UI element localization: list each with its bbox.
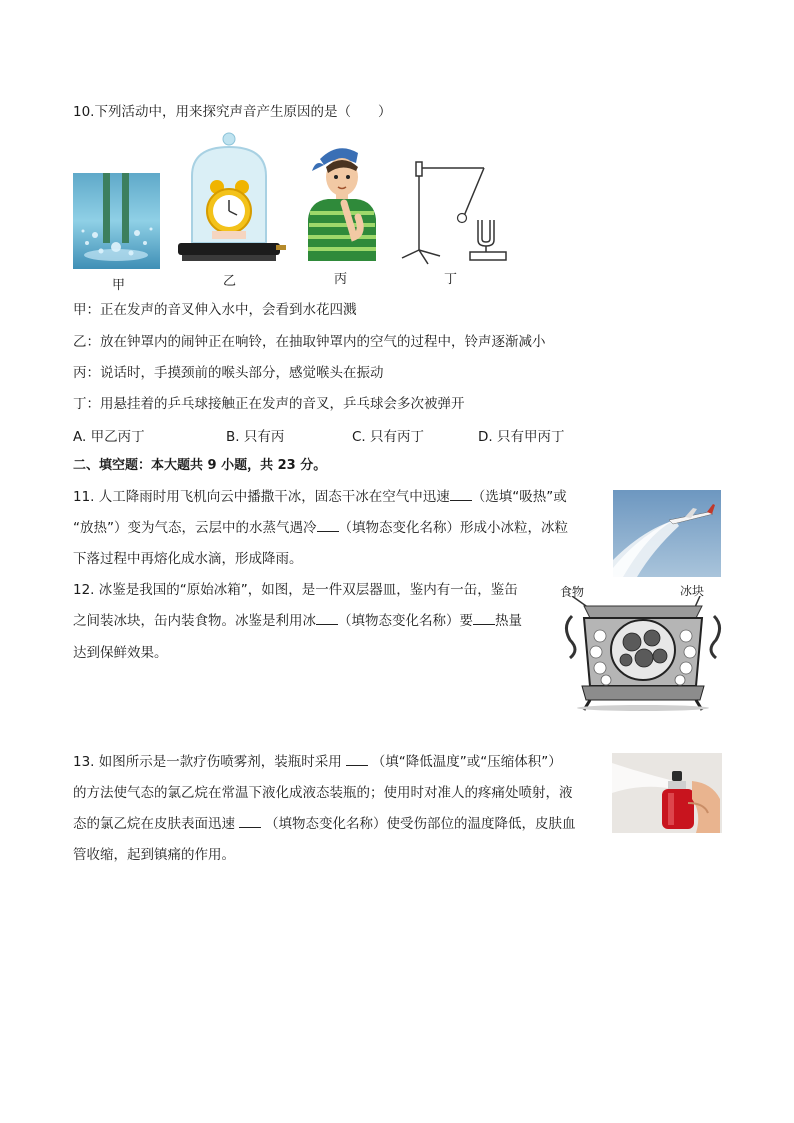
figure-ding-ping-pong-ball-tuning-fork: [398, 156, 510, 266]
figure-q11-airplane-spraying: [613, 490, 721, 577]
figure-bing-boy-touching-throat: [298, 141, 386, 263]
q12-line-3: 达到保鲜效果。: [73, 645, 168, 661]
q10-desc-jia: 甲：正在发声的音叉伸入水中，会看到水花四溅: [73, 302, 357, 318]
caption-ding: 丁: [444, 272, 458, 287]
label-ice: 冰块: [680, 584, 705, 598]
q10-desc-yi: 乙：放在钟罩内的闹钟正在响铃，在抽取钟罩内的空气的过程中，铃声逐渐减小: [73, 334, 546, 350]
q11-blank-2[interactable]: [317, 518, 339, 532]
caption-bing: 丙: [334, 272, 348, 287]
q13-text-3b: （填物态变化名称）使受伤部位的温度降低，皮肤血: [265, 816, 576, 832]
q12-line-2: [73, 611, 522, 631]
q11-line-1: [73, 487, 567, 507]
q10-desc-ding: 丁：用悬挂着的乒乓球接触正在发声的音叉，乒乓球会多次被弹开: [73, 396, 465, 412]
q13-line-1: [73, 752, 562, 772]
section-fill-in-title-text: 二、填空题：本大题共 9 小题，共 23 分。: [73, 458, 327, 473]
caption-jia: 甲: [112, 278, 126, 293]
q11-text-2a: “放热”）变为气态，云层中的水蒸气遇冷: [73, 520, 317, 536]
figure-q12-ice-chest: [560, 596, 726, 712]
q13-line-2: 的方法使气态的氯乙烷在常温下液化成液态装瓶的；使用时对准人的疼痛处喷射，液: [73, 785, 573, 801]
q13-blank-1[interactable]: [346, 752, 368, 766]
q12-text-2b: （填物态变化名称）要: [338, 613, 473, 629]
q10-option-a[interactable]: A. 甲乙丙丁: [73, 429, 145, 445]
label-food: 食物: [560, 585, 585, 599]
q13-text-1a: 13. 如图所示是一款疗伤喷雾剂，装瓶时采用: [73, 754, 342, 770]
q11-text-1a: 11. 人工降雨时用飞机向云中播撒干冰，固态干冰在空气中迅速: [73, 489, 450, 505]
q12-line-1: 12. 冰鉴是我国的“原始冰箱”，如图，是一件双层器皿，鉴内有一缶，鉴缶: [73, 582, 518, 598]
q13-text-3a: 态的氯乙烷在皮肤表面迅速: [73, 816, 235, 832]
q12-blank-1[interactable]: [316, 611, 338, 625]
q13-blank-2[interactable]: [239, 814, 261, 828]
q12-text-2c: 热量: [495, 613, 522, 629]
q11-text-1b: （选填“吸热”或: [471, 489, 567, 505]
q11-line-3: 下落过程中再熔化成水滴，形成降雨。: [73, 551, 303, 567]
q10-stem: 10.下列活动中，用来探究声音产生原因的是（ ）: [73, 104, 392, 120]
q10-option-c[interactable]: C. 只有丙丁: [352, 429, 425, 445]
q11-blank-1[interactable]: [450, 487, 472, 501]
q10-option-b[interactable]: B. 只有丙: [226, 429, 285, 445]
q11-line-2: [73, 518, 568, 538]
figure-jia-tuning-fork-in-water: [73, 173, 160, 269]
q12-blank-2[interactable]: [473, 611, 495, 625]
q13-line-4: 管收缩，起到镇痛的作用。: [73, 847, 235, 863]
section-fill-in-title: [73, 456, 326, 476]
q12-text-2a: 之间装冰块，缶内装食物。冰鉴是利用冰: [73, 613, 316, 629]
q13-line-3: [73, 814, 576, 834]
q10-desc-bing: 丙：说话时，手摸颈前的喉头部分，感觉喉头在振动: [73, 365, 384, 381]
q11-text-2b: （填物态变化名称）形成小冰粒，冰粒: [338, 520, 568, 536]
caption-yi: 乙: [223, 274, 237, 289]
figure-yi-bell-jar-alarm-clock: [172, 131, 287, 271]
q13-text-1b: （填“降低温度”或“压缩体积”）: [371, 754, 562, 770]
q10-option-d[interactable]: D. 只有甲丙丁: [478, 429, 565, 445]
figure-q13-spray-can: [612, 753, 722, 833]
